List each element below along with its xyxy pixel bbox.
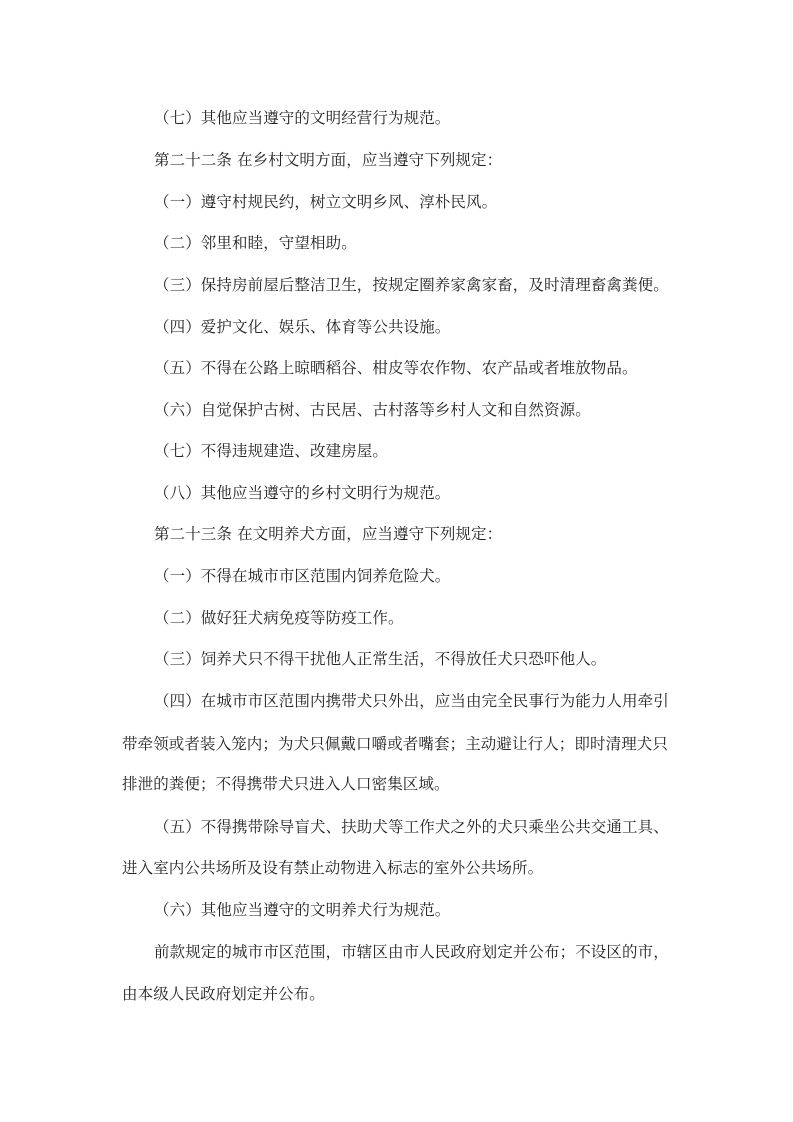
clause-4-dog-line-1: （四）在城市市区范围内携带犬只外出，应当由完全民事行为能力人用牵引 [154, 692, 669, 710]
clause-2-dog: （二）做好狂犬病免疫等防疫工作。 [154, 609, 404, 627]
article-22-heading: 第二十二条 在乡村文明方面，应当遵守下列规定： [154, 151, 503, 169]
clause-1-village: （一）遵守村规民约，树立文明乡风、淳朴民风。 [154, 193, 498, 211]
clause-1-dog: （一）不得在城市市区范围内饲养危险犬。 [154, 567, 451, 585]
clause-4-dog-line-3: 排泄的粪便；不得携带犬只进入人口密集区域。 [122, 775, 450, 793]
clause-3-dog: （三）饲养犬只不得干扰他人正常生活，不得放任犬只恐吓他人。 [154, 650, 607, 668]
clause-7-village: （七）不得违规建造、改建房屋。 [154, 442, 389, 460]
clause-8-village: （八）其他应当遵守的乡村文明行为规范。 [154, 484, 451, 502]
clause-6-dog: （六）其他应当遵守的文明养犬行为规范。 [154, 901, 451, 919]
clause-6-village: （六）自觉保护古树、古民居、古村落等乡村人文和自然资源。 [154, 401, 591, 419]
clause-5-dog-line-1: （五）不得携带除导盲犬、扶助犬等工作犬之外的犬只乘坐公共交通工具、 [154, 818, 669, 836]
paragraph-scope-line-1: 前款规定的城市市区范围，市辖区由市人民政府划定并公布；不设区的市， [154, 943, 669, 961]
clause-5-dog-line-2: 进入室内公共场所及设有禁止动物进入标志的室外公共场所。 [122, 859, 544, 877]
clause-3-village: （三）保持房前屋后整洁卫生，按规定圈养家禽家畜，及时清理畜禽粪便。 [154, 276, 669, 294]
paragraph-scope-line-2: 由本级人民政府划定并公布。 [122, 985, 325, 1003]
clause-4-village: （四）爱护文化、娱乐、体育等公共设施。 [154, 318, 451, 336]
clause-4-dog-line-2: 带牵领或者装入笼内；为犬只佩戴口嚼或者嘴套；主动避让行人；即时清理犬只 [122, 735, 669, 753]
clause-2-village: （二）邻里和睦，守望相助。 [154, 234, 357, 252]
article-23-heading: 第二十三条 在文明养犬方面，应当遵守下列规定： [154, 525, 503, 543]
clause-5-village: （五）不得在公路上晾晒稻谷、柑皮等农作物、农产品或者堆放物品。 [154, 359, 638, 377]
clause-7-business: （七）其他应当遵守的文明经营行为规范。 [154, 109, 451, 127]
